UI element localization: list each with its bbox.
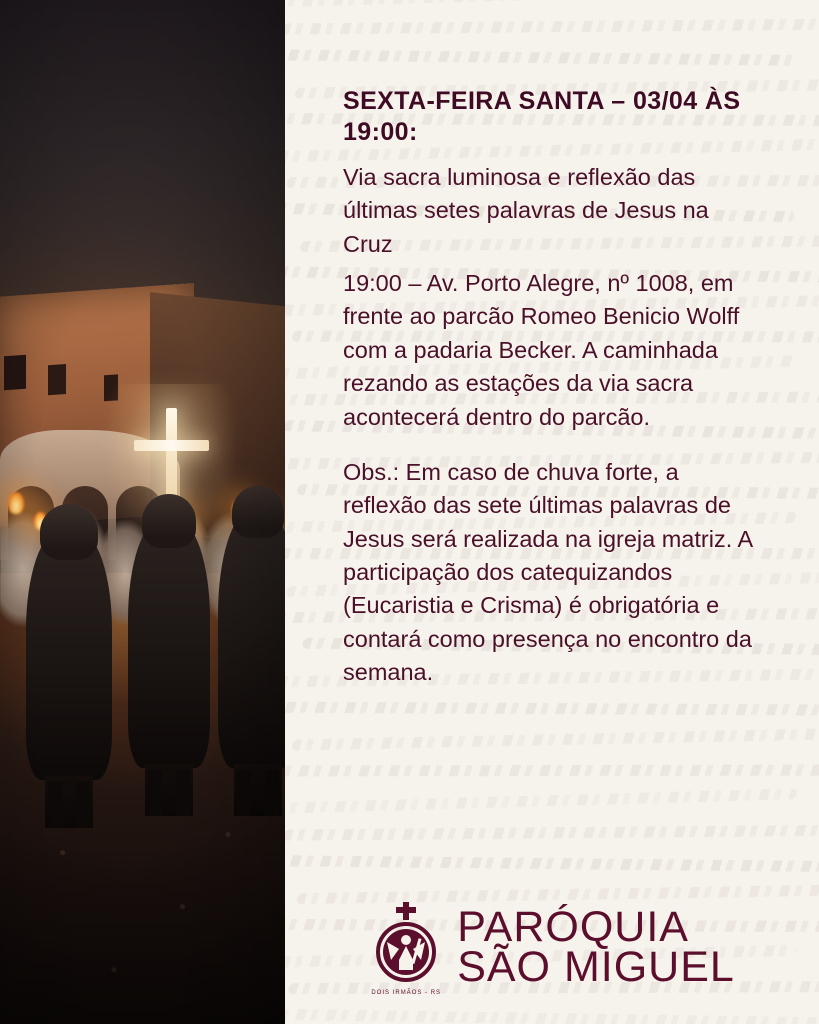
announcement-text xyxy=(343,86,761,689)
logo-wordmark xyxy=(457,903,735,991)
content-panel xyxy=(285,0,819,1024)
handwriting-line xyxy=(285,764,819,776)
handwriting-line xyxy=(285,824,819,840)
handwriting-line xyxy=(285,788,798,814)
legs xyxy=(234,764,282,816)
handwriting-line xyxy=(285,855,819,872)
hood xyxy=(40,504,98,560)
cross-horizontal-beam xyxy=(134,440,209,451)
handwriting-line xyxy=(285,0,767,8)
parish-logo xyxy=(285,902,819,994)
hooded-figure xyxy=(218,512,285,768)
legs xyxy=(145,764,193,816)
handwriting-line xyxy=(285,19,819,35)
handwriting-line xyxy=(291,728,819,750)
paragraph-observation: Obs.: Em caso de chuva forte, a reflexão das sete últimas palavras de Jesus será realizada na igreja matriz. A participação dos catequizandos (Eucaristia e Crisma) é obrigatória e contará como presença no encontro da semana. xyxy=(343,458,752,686)
logo-subtitle: DOIS IRMÃOS - RS xyxy=(371,990,442,996)
hooded-figure xyxy=(26,530,112,780)
paragraph-location: 19:00 – Av. Porto Alegre, nº 1008, em frente ao parcão Romeo Benicio Wolff com a padaria Becker. A caminhada rezando as estações da via sacra acontecerá dentro do parcão. xyxy=(343,270,740,430)
handwriting-line xyxy=(285,702,819,716)
saint-michael-emblem-icon xyxy=(369,902,443,994)
handwriting-line xyxy=(285,1009,819,1024)
hood xyxy=(232,486,284,538)
procession-photo xyxy=(0,0,285,1024)
handwriting-line xyxy=(285,49,796,66)
logo-line-sao-miguel: SÃO MIGUEL xyxy=(457,943,735,991)
hood xyxy=(142,494,196,548)
flame-icon xyxy=(8,492,24,514)
paragraph-description: Via sacra luminosa e reflexão das últimas setes palavras de Jesus na Cruz xyxy=(343,164,709,257)
page-title: SEXTA-FEIRA SANTA – 03/04 ÀS 19:00: xyxy=(343,87,741,146)
logo-line-paroquia: PARÓQUIA xyxy=(457,903,689,952)
hooded-figure xyxy=(128,520,210,768)
legs xyxy=(45,776,93,828)
